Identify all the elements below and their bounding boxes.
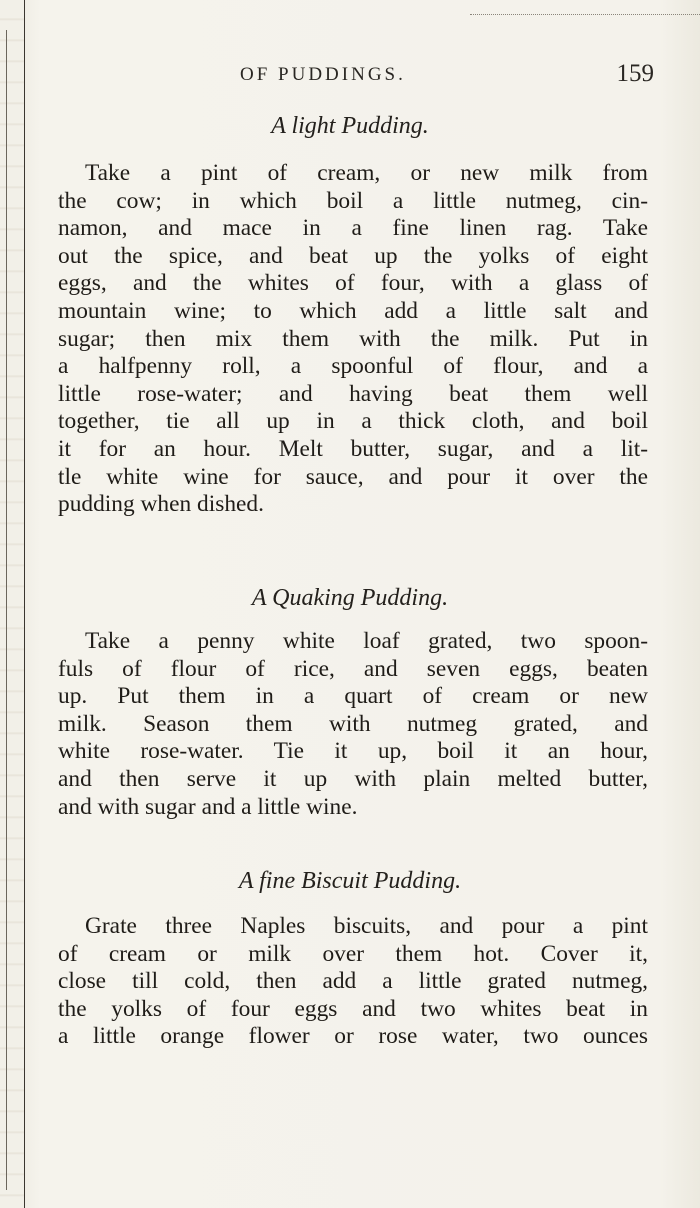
text-line: a halfpenny roll, a spoonful of flour, and a	[58, 353, 648, 380]
text-line: a little orange flower or rose water, two ounces	[58, 1023, 648, 1050]
page-number: 159	[616, 60, 654, 87]
text-line: tle white wine for sauce, and pour it over the	[58, 463, 648, 490]
text-line: Take a pint of cream, or new milk from	[85, 160, 648, 186]
recipe-title: A light Pudding.	[271, 113, 429, 139]
recipe-title: A Quaking Pudding.	[251, 585, 449, 611]
recipe-body	[58, 628, 648, 821]
text-line: pudding when dished.	[58, 491, 264, 518]
text-line: the yolks of four eggs and two whites beat in	[58, 995, 648, 1022]
text-line: out the spice, and beat up the yolks of eight	[58, 242, 648, 269]
text-line: mountain wine; to which add a little salt and	[58, 297, 648, 324]
text-line: white rose-water. Tie it up, boil it an hour,	[58, 738, 648, 765]
text-line: together, tie all up in a thick cloth, and boil	[58, 408, 648, 435]
text-line: up. Put them in a quart of cream or new	[58, 683, 648, 710]
recipe-body	[58, 160, 648, 519]
recipe-body	[58, 913, 648, 1051]
text-line: milk. Season them with nutmeg grated, and	[58, 710, 648, 737]
page-header	[60, 60, 660, 96]
text-line: namon, and mace in a fine linen rag. Take	[58, 215, 648, 242]
text-line: little rose-water; and having beat them well	[58, 380, 648, 407]
text-line: and then serve it up with plain melted butter,	[58, 765, 648, 792]
text-line: Grate three Naples biscuits, and pour a pint	[85, 913, 648, 939]
running-head: OF PUDDINGS.	[240, 64, 406, 85]
text-line: fuls of flour of rice, and seven eggs, beaten	[58, 655, 648, 682]
text-line: it for an hour. Melt butter, sugar, and a lit-	[58, 435, 648, 462]
text-line: sugar; then mix them with the milk. Put in	[58, 325, 648, 352]
recipe-title: A fine Biscuit Pudding.	[238, 868, 462, 894]
text-line: eggs, and the whites of four, with a glass of	[58, 270, 648, 297]
page-edge-mark	[470, 0, 700, 15]
text-line: and with sugar and a little wine.	[58, 793, 358, 820]
text-line: Take a penny white loaf grated, two spoon-	[85, 628, 648, 654]
text-line: close till cold, then add a little grated nutmeg,	[58, 968, 648, 995]
text-line: the cow; in which boil a little nutmeg, cin-	[58, 187, 648, 214]
text-line: of cream or milk over them hot. Cover it,	[58, 940, 648, 967]
